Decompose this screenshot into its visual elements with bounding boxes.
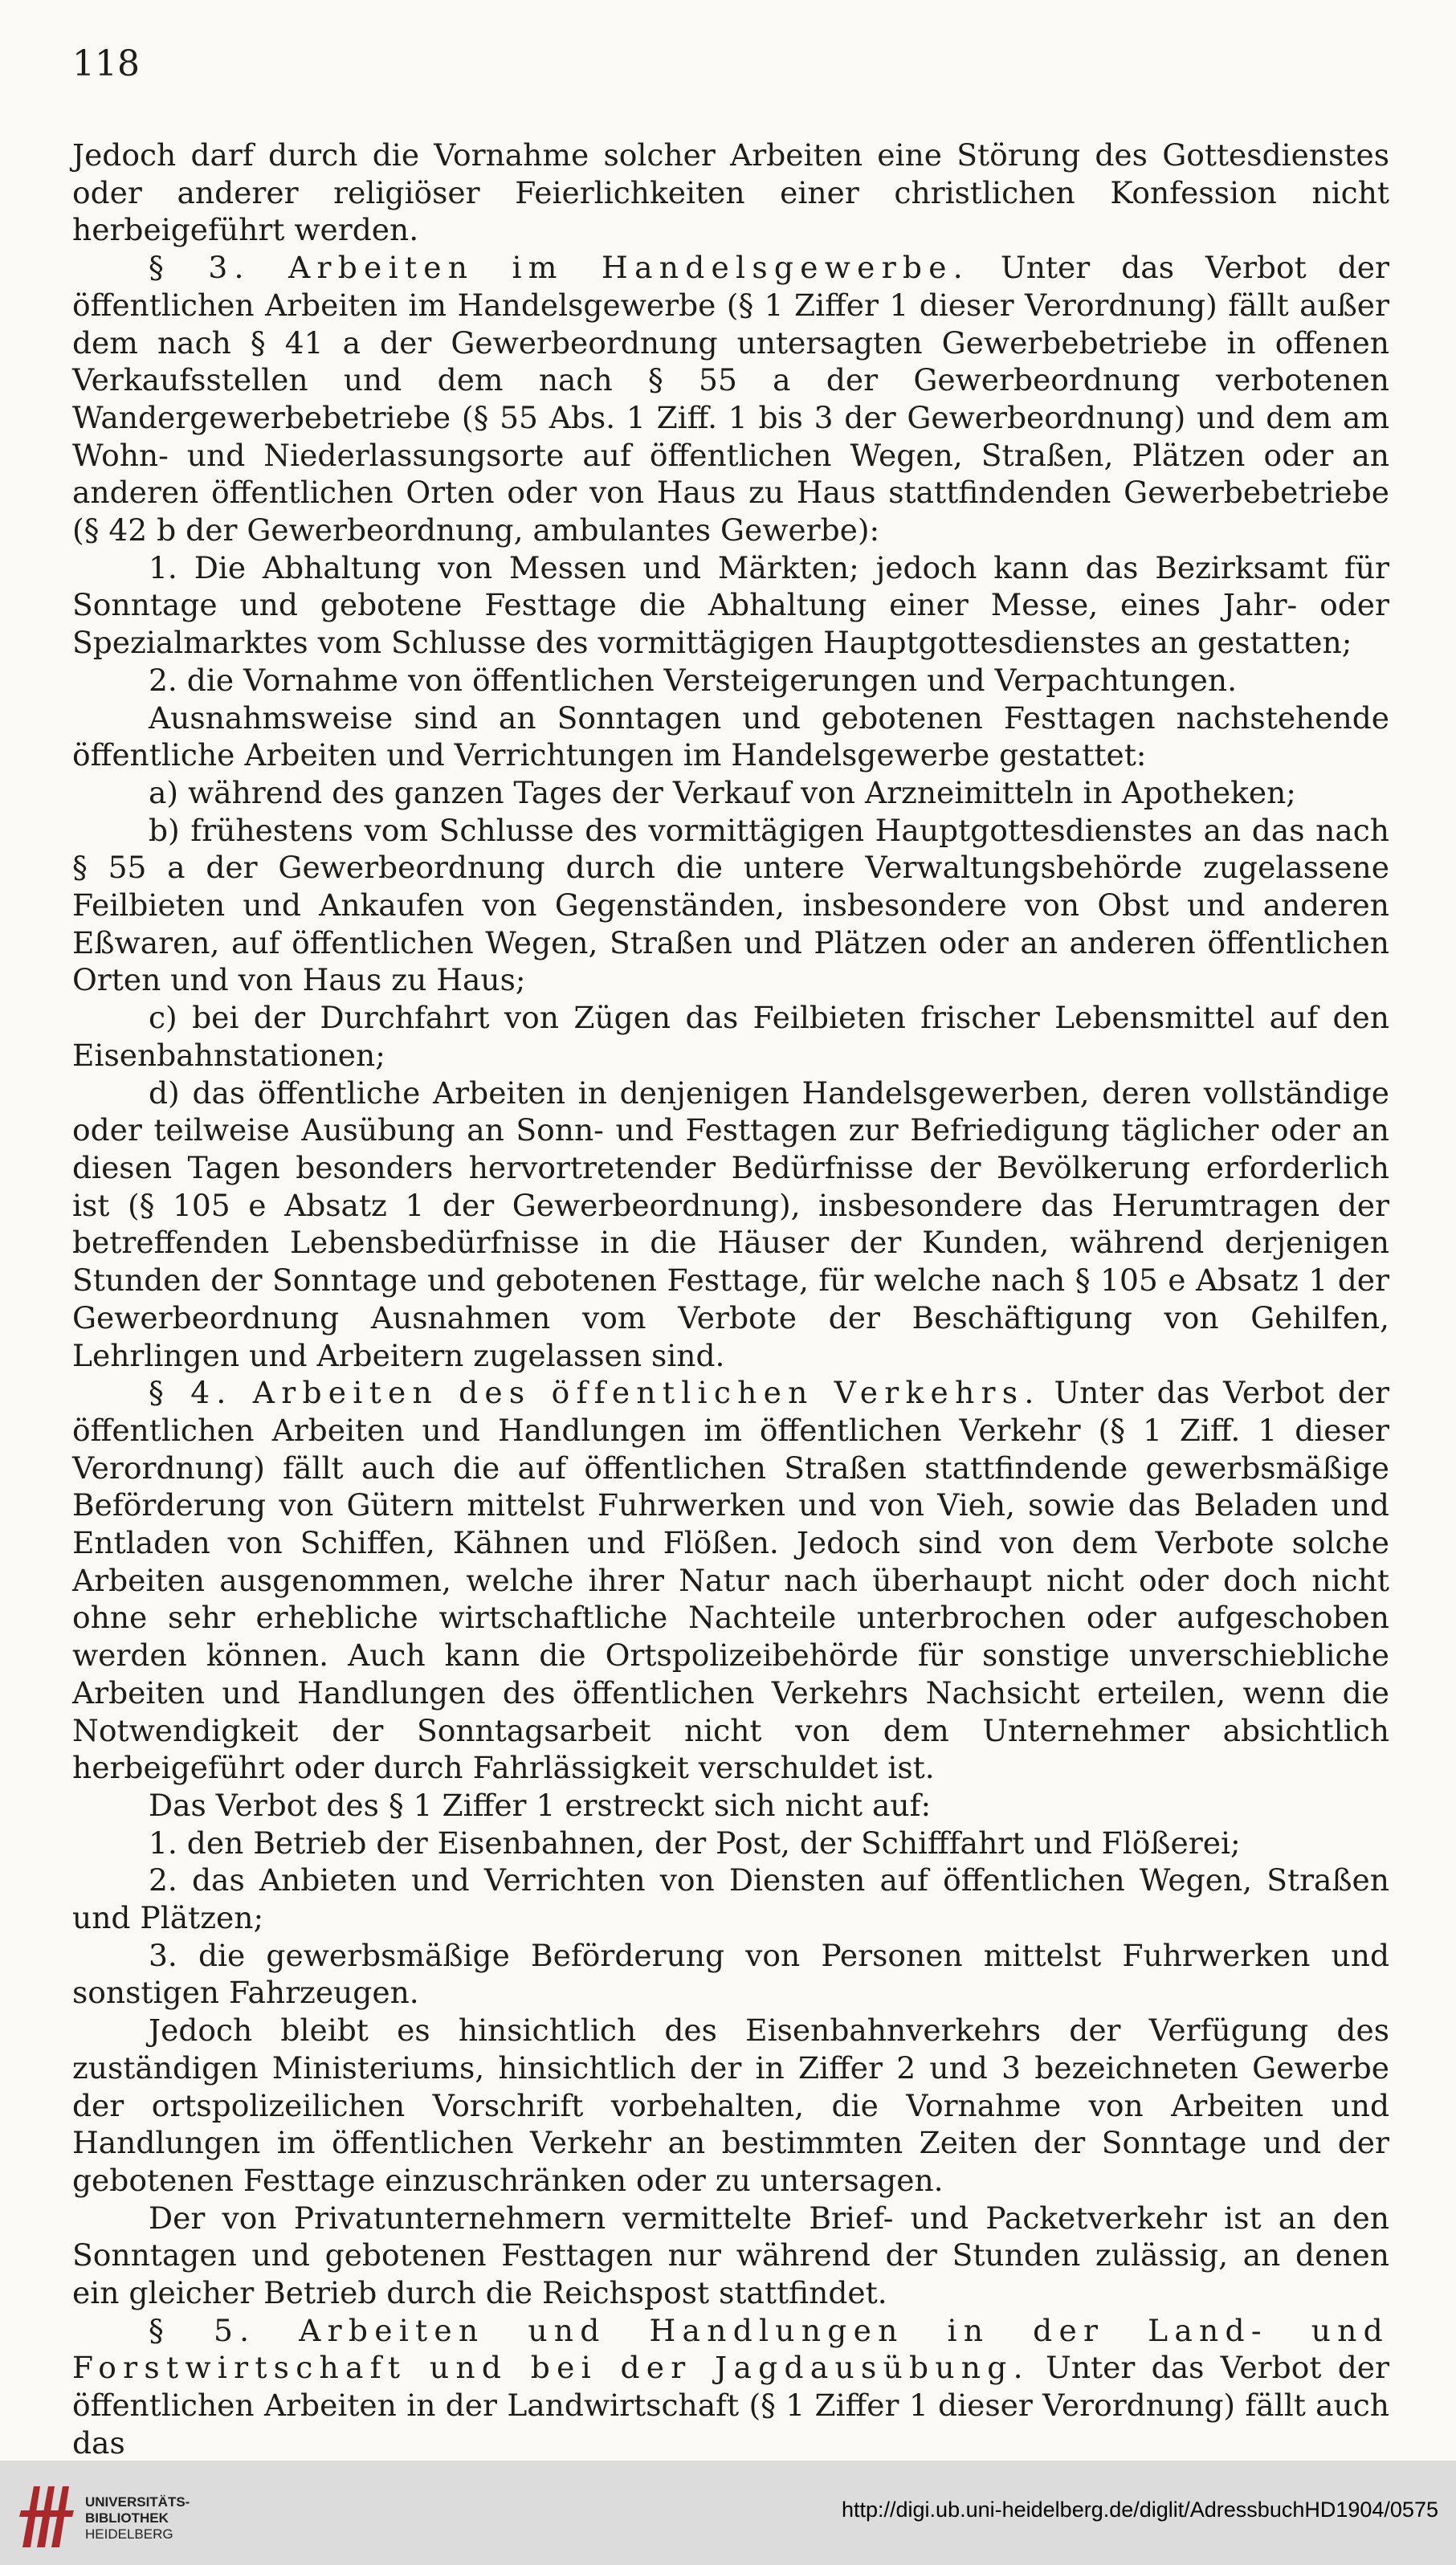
paragraph: § 5. Arbeiten und Handlungen in der Land- und Forstwirtschaft und bei der Jagdausübung. Unter das Verbot der öffentlichen Arbeiten in der Landwirtschaft (§ 1 Ziffer 1 dieser Verordnung) fällt auch das [72, 2312, 1390, 2461]
paragraph: 1. den Betrieb der Eisenbahnen, der Post, der Schifffahrt und Flößerei; [149, 1825, 1241, 1861]
footer-bar [0, 2461, 1456, 2565]
section-heading: § 4. Arbeiten des öffentlichen Verkehrs. [149, 1375, 1041, 1411]
page-number: 118 [72, 43, 140, 84]
library-seal-icon [16, 2478, 79, 2552]
paragraph: 2. die Vornahme von öffentlichen Versteigerungen und Verpachtungen. [149, 662, 1238, 698]
paragraph: Der von Privatunternehmern vermittelte Brief- und Packetverkehr ist an den Sonntagen und gebotenen Festtagen nur während der Stunden zulässig, an denen ein gleicher Betrieb durch die Reichspost stattfindet. [72, 2200, 1389, 2311]
paragraph: b) frühestens vom Schlusse des vormittägigen Hauptgottesdienstes an das nach § 55 a der Gewerbeordnung durch die untere Verwaltungsbehörde zugelassene Feilbieten und Ankaufen von Gegenständen, insbesondere von Obst und anderen Eßwaren, auf öffentlichen Wegen, Straßen und Plätzen oder an anderen öffentlichen Orten und von Haus zu Haus; [72, 812, 1389, 998]
paragraph: Jedoch bleibt es hinsichtlich des Eisenbahnverkehrs der Verfügung des zuständigen Ministeriums, hinsichtlich der in Ziffer 2 und 3 bezeichneten Gewerbe der ortspolizeilichen Vorschrift vorbehalten, die Vornahme von Arbeiten und Handlungen im öffentlichen Verkehr an bestimmten Zeiten der Sonntage und der gebotenen Festtage einzuschränken oder zu untersagen. [72, 2012, 1389, 2198]
paragraph: 1. Die Abhaltung von Messen und Märkten; jedoch kann das Bezirksamt für Sonntage und gebotene Festtage die Abhaltung einer Messe, eines Jahr- oder Spezialmarktes vom Schlusse des vormittägigen Hauptgottesdienstes an gestatten; [72, 549, 1389, 661]
logo-text: HEIDELBERG [85, 2526, 173, 2542]
paragraph: 2. das Anbieten und Verrichten von Diensten auf öffentlichen Wegen, Straßen und Plätzen; [72, 1862, 1389, 1936]
logo-text: UNIVERSITÄTS- [85, 2494, 190, 2510]
paragraph: Jedoch darf durch die Vornahme solcher Arbeiten eine Störung des Gottesdienstes oder anderer religiöser Feierlichkeiten einer christlichen Konfession nicht herbeigeführt werden. [72, 137, 1389, 248]
paragraph: Ausnahmsweise sind an Sonntagen und gebotenen Festtagen nachstehende öffentliche Arbeiten und Verrichtungen im Handelsgewerbe gestattet: [72, 699, 1389, 773]
logo-text: BIBLIOTHEK [85, 2510, 169, 2526]
body-text [72, 137, 1389, 2462]
paragraph: § 4. Arbeiten des öffentlichen Verkehrs. Unter das Verbot der öffentlichen Arbeiten und Handlungen im öffentlichen Verkehr (§ 1 Ziff. 1 dieser Verordnung) fällt auch die auf öffentlichen Straßen stattfindende gewerbsmäßige Beförderung von Gütern mittelst Fuhrwerken und von Vieh, sowie das Beladen und Entladen von Schiffen, Kähnen und Flößen. Jedoch sind von dem Verbote solche Arbeiten ausgenommen, welche ihrer Natur nach überhaupt nicht oder doch nicht ohne sehr erhebliche wirtschaftliche Nachteile unterbrochen oder aufgeschoben werden können. Auch kann die Ortspolizeibehörde für sonstige unverschiebliche Arbeiten und Handlungen des öffentlichen Verkehrs Nachsicht erteilen, wenn die Notwendigkeit der Sonntagsarbeit nicht von dem Unternehmer absichtlich herbeigeführt oder durch Fahrlässigkeit verschuldet ist. [72, 1375, 1389, 1786]
section-heading: § 5. Arbeiten und Handlungen in der Land- und Forstwirtschaft und bei der Jagdausübung. [72, 2312, 1389, 2386]
paragraph: Das Verbot des § 1 Ziffer 1 erstreckt sich nicht auf: [149, 1787, 932, 1823]
section-heading: § 3. Arbeiten im Handelsgewerbe. [149, 250, 969, 286]
source-url-link[interactable]: http://digi.ub.uni-heidelberg.de/diglit/AdressbuchHD1904/0575 [841, 2498, 1438, 2522]
paragraph: d) das öffentliche Arbeiten in denjenigen Handelsgewerben, deren vollständige oder teilweise Ausübung an Sonn- und Festtagen zur Befriedigung täglicher oder an diesen Tagen besonders hervortretender Bedürfnisse der Bevölkerung erforderlich ist (§ 105 e Absatz 1 der Gewerbeordnung), insbesondere das Herumtragen der betreffenden Lebensbedürfnisse in die Häuser der Kunden, während derjenigen Stunden der Sonntage und gebotenen Festtage, für welche nach § 105 e Absatz 1 der Gewerbeordnung Ausnahmen vom Verbote der Beschäftigung von Gehilfen, Lehrlingen und Arbeitern zugelassen sind. [72, 1075, 1389, 1373]
paragraph: a) während des ganzen Tages der Verkauf von Arzneimitteln in Apotheken; [149, 774, 1296, 810]
library-logo[interactable] [16, 2475, 225, 2555]
paragraph: 3. die gewerbsmäßige Beförderung von Personen mittelst Fuhrwerken und sonstigen Fahrzeugen. [72, 1937, 1389, 2011]
paragraph: § 3. Arbeiten im Handelsgewerbe. Unter das Verbot der öffentlichen Arbeiten im Handelsgewerbe (§ 1 Ziffer 1 dieser Verordnung) fällt außer dem nach § 41 a der Gewerbeordnung untersagten Gewerbebetriebe in offenen Verkaufsstellen und dem nach § 55 a der Gewerbeordnung verbotenen Wandergewerbebetriebe (§ 55 Abs. 1 Ziff. 1 bis 3 der Gewerbeordnung) und dem am Wohn- und Niederlassungsorte auf öffentlichen Wegen, Straßen, Plätzen oder an anderen öffentlichen Orten oder von Haus zu Haus stattfindenden Gewerbebetriebe (§ 42 b der Gewerbeordnung, ambulantes Gewerbe): [72, 250, 1389, 548]
paragraph: c) bei der Durchfahrt von Zügen das Feilbieten frischer Lebensmittel auf den Eisenbahnstationen; [72, 1000, 1389, 1073]
